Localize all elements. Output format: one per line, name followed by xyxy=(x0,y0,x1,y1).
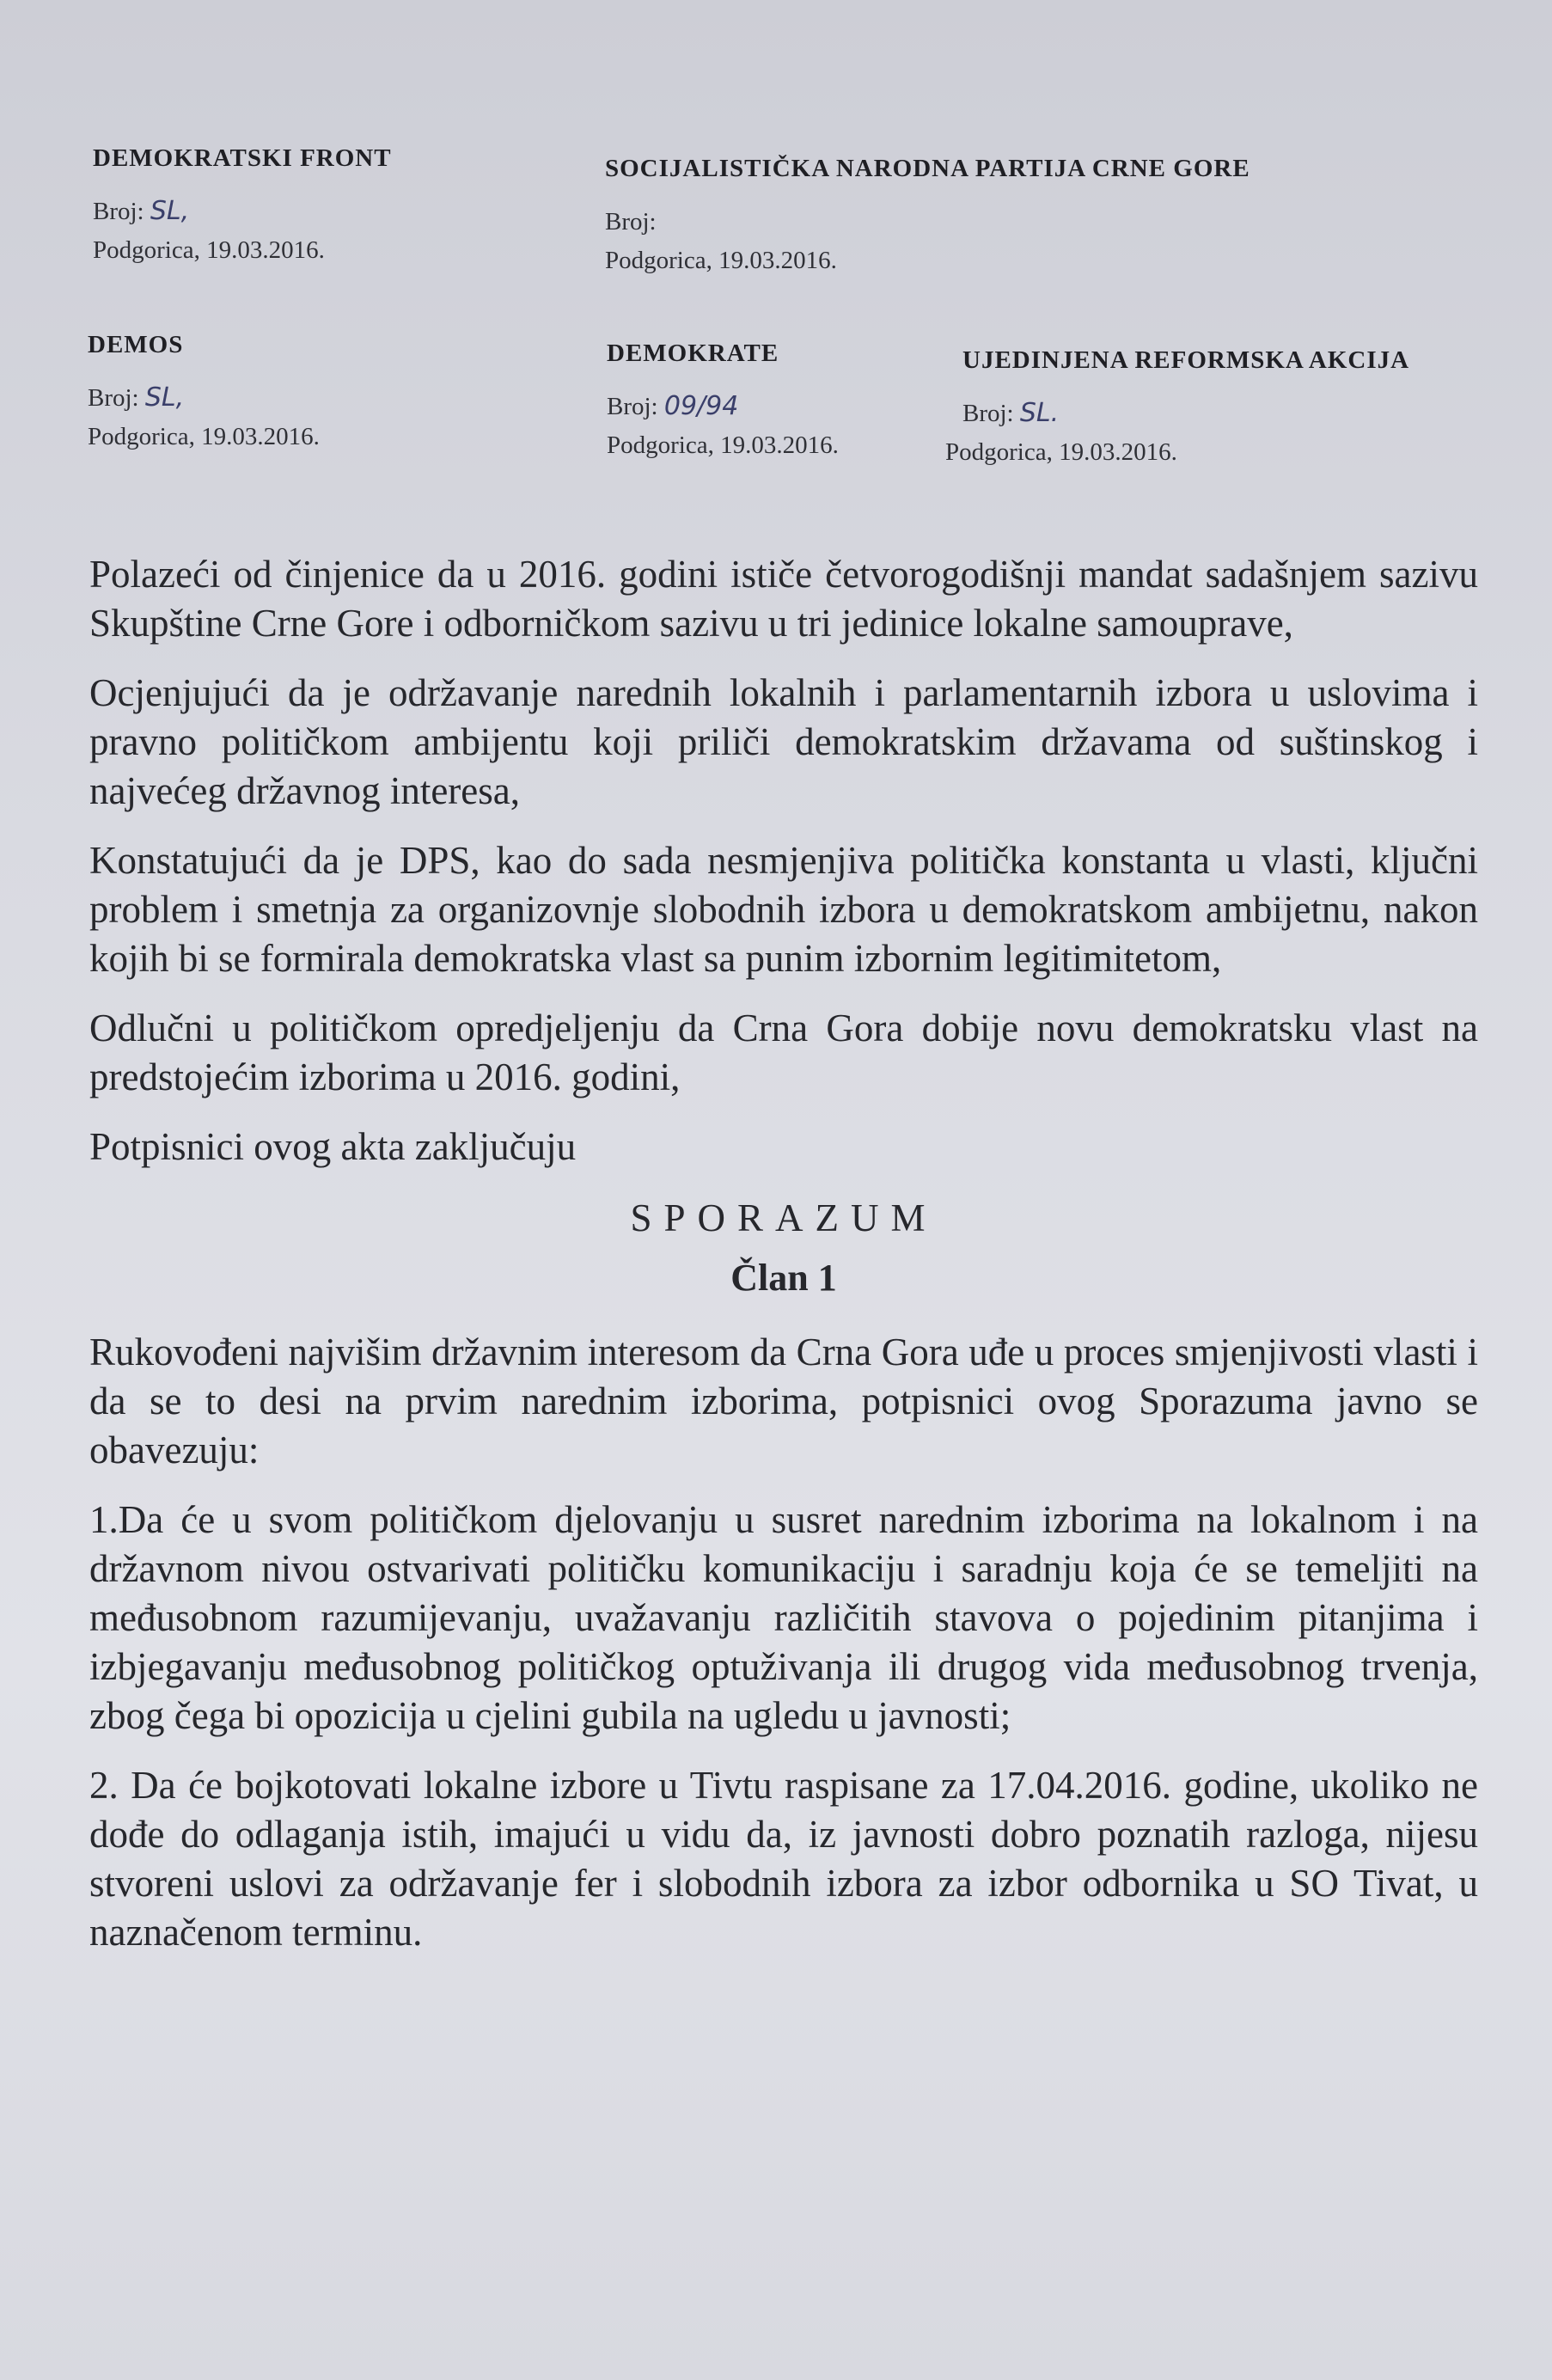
broj-line xyxy=(607,387,968,426)
article-point: 2. Da će bojkotovati lokalne izbore u Tivtu raspisane za 17.04.2016. godine, ukoliko ne dođe do odlaganja istih, imajući u vidu da, iz javnosti dobro poznatih razloga, nijesu stvoreni uslovi za održavanje fer i slobodnih izbora za izbor odbornika u SO Tivat, u naznačenom terminu. xyxy=(89,1764,1478,1954)
org-name: SOCIJALISTIČKA NARODNA PARTIJA CRNE GORE xyxy=(605,155,1250,182)
place-date: Podgorica, 19.03.2016. xyxy=(607,431,839,459)
broj-label: Broj: xyxy=(88,384,139,412)
place-date: Podgorica, 19.03.2016. xyxy=(88,423,320,450)
header-demokratski-front xyxy=(93,144,540,270)
broj-label: Broj: xyxy=(93,198,144,225)
preamble-paragraph: Konstatujući da je DPS, kao do sada nesmjenjiva politička konstanta u vlasti, ključni problem i smetnja za organizovnje slobodnih izbora u demokratskom ambijetnu, nakon kojih bi se formirala demokratska vlast sa punim izbornim legitimitetom, xyxy=(89,839,1478,980)
preamble-paragraph: Odlučni u političkom opredjeljenju da Crna Gora dobije novu demokratsku vlast na predstojećim izborima u 2016. godini, xyxy=(89,1006,1478,1098)
preamble-paragraph: Ocjenjujući da je održavanje narednih lokalnih i parlamentarnih izbora u uslovima i pravno političkom ambijentu koji priliči demokratskim državama od suštinskog i najvećeg državnog interesa, xyxy=(89,671,1478,812)
article-title: Član 1 xyxy=(730,1257,837,1299)
place-date: Podgorica, 19.03.2016. xyxy=(93,236,325,264)
broj-line xyxy=(93,192,540,231)
broj-line xyxy=(605,202,1378,242)
org-name: DEMOS xyxy=(88,331,184,358)
article-point: 1.Da će u svom političkom djelovanju u susret narednim izborima na lokalnom i na državnom nivou ostvarivati političku komunikaciju i saradnju koja će se temeljiti na međusobnom razumijevanju, uvažavanju različitih stavova o pojedinim pitanjima i izbjegavanju međusobnog političkog optuživanja ili drugog vida međusobnog trvenja, zbog čega bi opozicija u cjelini gubila na ugledu u javnosti; xyxy=(89,1498,1478,1737)
broj-value: SL, xyxy=(150,196,190,226)
broj-label: Broj: xyxy=(605,208,657,236)
broj-label: Broj: xyxy=(607,393,658,420)
broj-line xyxy=(945,394,1495,433)
org-name: DEMOKRATSKI FRONT xyxy=(93,144,392,172)
broj-line xyxy=(88,378,517,418)
place-date: Podgorica, 19.03.2016. xyxy=(945,438,1177,466)
header-demos xyxy=(88,331,517,456)
broj-label: Broj: xyxy=(962,400,1014,427)
broj-value: 09/94 xyxy=(663,391,739,421)
agreement-title: SPORAZUM xyxy=(630,1196,938,1239)
article-intro: Rukovođeni najvišim državnim interesom da Crna Gora uđe u proces smjenjivosti vlasti i da se to desi na prvim narednim izborima, potpisnici ovog Sporazuma javno se obavezuju: xyxy=(89,1331,1478,1471)
header-ura xyxy=(945,346,1495,472)
preamble-paragraph: Potpisnici ovog akta zaključuju xyxy=(89,1125,577,1168)
broj-value: SL, xyxy=(144,382,185,413)
header-demokrate xyxy=(607,340,968,465)
preamble-paragraph: Polazeći od činjenice da u 2016. godini ističe četvorogodišnji mandat sadašnjem sazivu Skupštine Crne Gore i odborničkom sazivu u tri jedinice lokalne samouprave, xyxy=(89,553,1478,645)
place-date: Podgorica, 19.03.2016. xyxy=(605,247,837,274)
org-name: DEMOKRATE xyxy=(607,340,779,367)
header-snp-crne-gore xyxy=(605,155,1378,280)
org-name: UJEDINJENA REFORMSKA AKCIJA xyxy=(962,346,1410,374)
document-body xyxy=(89,550,1478,1957)
broj-value: SL. xyxy=(1019,398,1060,428)
